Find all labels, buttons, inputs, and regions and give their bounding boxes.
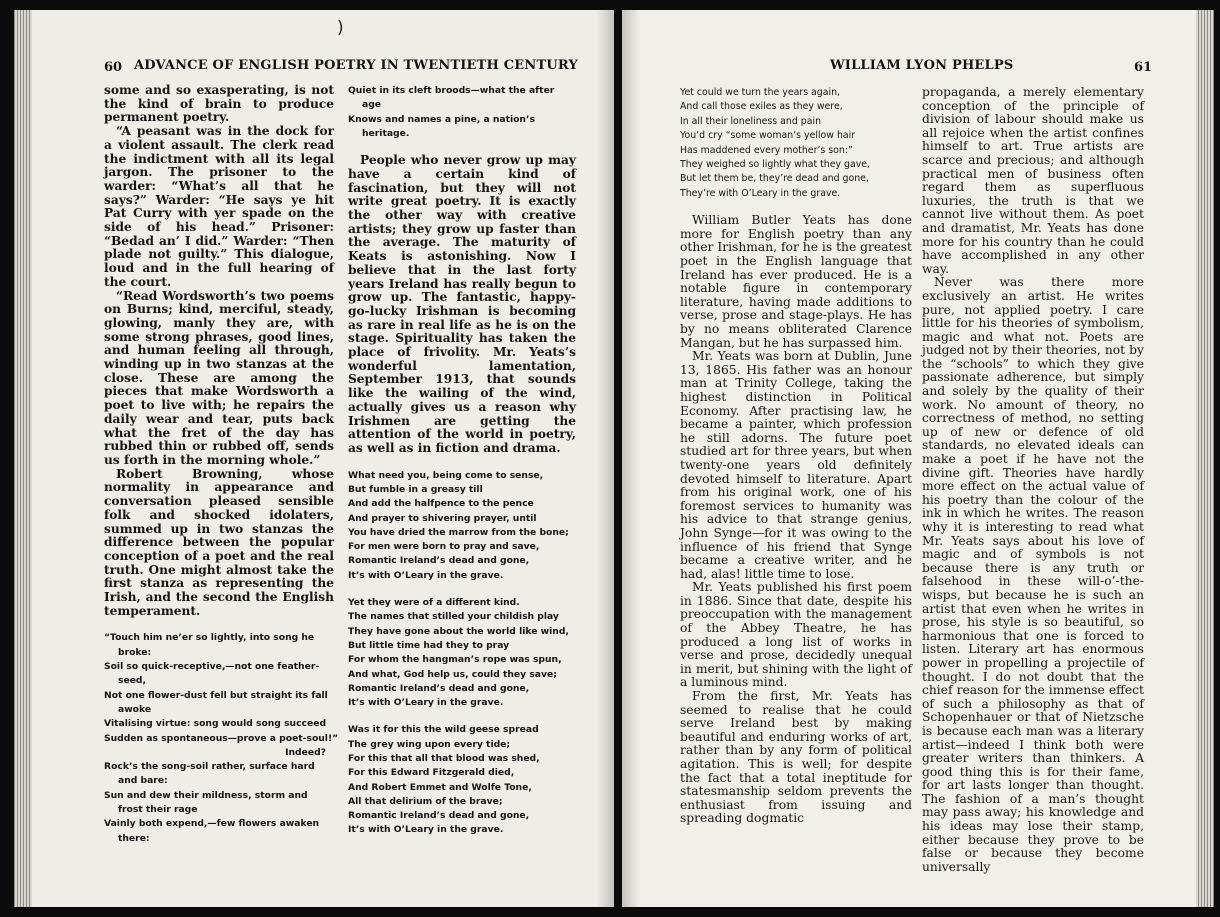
verse-line: You have dried the marrow from the bone; xyxy=(348,526,569,538)
september-1913-stanza-3 xyxy=(348,723,576,837)
verse-line: Vitalising virtue: song would song succeed xyxy=(104,718,327,730)
right-column-1 xyxy=(680,86,912,826)
browning-verse xyxy=(104,631,339,845)
paragraph: People who never grow up may have a certain kind of fascination, but they will not write great poetry. It is exactly the other way with creative artists; they grow up faster than the average. The maturity of Keats is astonishing. Now I believe that in the last forty years Ireland has really begun to grow up. The fantastic, happy-go-lucky Irishman is becoming as rare in real life as he is on the stage. Spirituality has taken the place of frivolity. Mr. Yeats’s wonderful lamentation, September 1913, that sounds like the wailing of the wind, actually gives us a reason why Irishmen are getting the attention of the world in poetry, as well as in fiction and drama. xyxy=(348,153,576,455)
verse-line: In all their loneliness and pain xyxy=(680,115,822,127)
verse-line: Knows and names a pine, a nation’s heritage. xyxy=(348,113,535,139)
paragraph: “A peasant was in the dock for a violent assault. The clerk read the indictment with all its legal jargon. The prisoner to the warder: “What’s all that he says?” Warder: “He says ye hit Pat Curry with yer spade on the side of his head.” Prisoner: “Bedad an’ I did.” Warder: “Then plade not guilty.” This dialogue, loud and in the full hearing of the court. xyxy=(104,124,334,289)
browning-verse-end xyxy=(348,84,576,141)
verse-line: But little time had they to pray xyxy=(348,639,510,651)
paragraph: Mr. Yeats was born at Dublin, June 13, 1865. His father was an honour man at Trinity College, taking the highest distinction in Political Economy. After practising law, he became a painter, which profession he still adorns. The future poet studied art for three years, but when twenty-one years old definitely devoted himself to literature. Apart from his original work, one of his foremost services to humanity was his advice to that strange genius, John Synge—for it was owing to the influence of his friend that Synge became a creative writer, and he had, alas! little time to lose. xyxy=(680,349,912,581)
paragraph: Never was there more exclusively an artist. He writes pure, not applied poetry. I care little for his theories of symbolism, magic and what not. Poets are judged not by their theories, not by the “schools” to which they give passionate adherence, but simply and solely by the quality of their work. No amount of theory, no correctness of method, no setting up of new or defence of old standards, no elevated ideals can make a poet if he have not the divine gift. Theories have hardly more effect on the actual value of his poetry than the colour of the ink in which he writes. The reason why it is interesting to read what Mr. Yeats says about his love of magic and of symbols is not because there is any truth or falsehood in these will-o’-the-wisps, but because he is such an artist that even when he writes in prose, his style is so beautiful, so harmonious that one is forced to listen. Literary art has enormous power in propelling a projectile of thought. I do not doubt that the chief reason for the immense effect of such a philosophy as that of Schopenhauer or that of Nietzsche is because each man was a literary artist—indeed I think both were greater writers than thinkers. A good thing this is for their fame, for art lasts longer than thought. The fashion of a man’s thought may pass away; his knowledge and his ideas may lose their stamp, either because they prove to be false or because they become universally xyxy=(922,275,1144,874)
verse-line: For men were born to pray and save, xyxy=(348,541,540,553)
verse-line: For this that all that blood was shed, xyxy=(348,753,540,764)
verse-line: Vainly both expend,—few flowers awaken there: xyxy=(104,818,320,844)
verse-line: But let them be, they’re dead and gone, xyxy=(680,173,869,185)
left-page xyxy=(14,10,614,907)
verse-line: Was it for this the wild geese spread xyxy=(348,724,539,736)
verse-line: For this Edward Fitzgerald died, xyxy=(348,767,515,779)
verse-line: And what, God help us, could they save; xyxy=(348,668,557,680)
gutter-shadow-right xyxy=(622,10,640,907)
verse-line: Quiet in its cleft broods—what the after age xyxy=(348,85,555,111)
verse-line: For whom the hangman’s rope was spun, xyxy=(348,654,562,666)
verse-line: The grey wing upon every tide; xyxy=(348,738,511,750)
verse-line: They’re with O’Leary in the grave. xyxy=(680,187,841,199)
gutter-shadow-left xyxy=(596,10,614,907)
verse-line: Indeed? xyxy=(285,746,326,758)
verse-line: What need you, being come to sense, xyxy=(348,469,544,481)
verse-line: The names that stilled your childish play xyxy=(348,611,559,623)
verse-line: Romantic Ireland’s dead and gone, xyxy=(348,810,530,822)
september-1913-stanza-4 xyxy=(680,86,912,201)
left-column-2 xyxy=(348,84,576,838)
verse-line: But fumble in a greasy till xyxy=(348,483,483,495)
verse-line: Not one flower-dust fell but straight its fall awoke xyxy=(104,689,328,715)
verse-line: It’s with O’Leary in the grave. xyxy=(348,697,504,709)
verse-line: And prayer to shivering prayer, until xyxy=(348,512,537,524)
page-edge-left xyxy=(14,10,32,907)
page-number-right: 61 xyxy=(1134,60,1153,75)
verse-line: Soil so quick-receptive,—not one feather-seed, xyxy=(104,661,320,687)
paragraph: Mr. Yeats published his first poem in 1886. Since that date, despite his preoccupation with the management of the Abbey Theatre, he has produced a long list of works in verse and prose, decidedly unequal in merit, but shining with the light of a luminous mind. xyxy=(680,580,912,690)
paragraph: propaganda, a merely elementary conception of the principle of division of labour should make us all rejoice when the artist confines himself to art. True artists are scarce and precious; and although practical men of business often regard them as superfluous luxuries, the truth is that we cannot live without them. As poet and dramatist, Mr. Yeats has done more for his country than he could have accomplished in any other way. xyxy=(922,85,1144,276)
verse-line: Rock’s the song-soil rather, surface hard and bare: xyxy=(104,761,315,787)
verse-line: And call those exiles as they were, xyxy=(680,101,843,113)
paragraph: From the first, Mr. Yeats has seemed to realise that he could serve Ireland best by making beautiful and enduring works of art, rather than by any form of political agitation. This is well; for despite the fact that a total ineptitude for statesmanship seldom prevents the enthusiast from issuing and spreading dogmatic xyxy=(680,689,912,826)
paragraph: “Read Wordsworth’s two poems on Burns; kind, merciful, steady, glowing, manly they are, with some strong phrases, good lines, and human feeling all through, winding up in two stanzas at the close. These are among the pieces that make Wordsworth a poet to live with; he repairs the daily wear and tear, puts back what the fret of the day has rubbed thin or rubbed off, sends us forth in the morning whole.” xyxy=(104,288,334,467)
paragraph: William Butler Yeats has done more for English poetry than any other Irishman, for he is the greatest poet in the English language that Ireland has ever produced. He is a notable figure in contemporary literature, having made additions to verse, prose and stage-plays. He has by no means obliterated Clarence Mangan, but he has surpassed him. xyxy=(680,213,912,350)
page-edge-right xyxy=(1196,10,1214,907)
verse-line: Romantic Ireland’s dead and gone, xyxy=(348,555,530,567)
verse-line: You’d cry “some woman’s yellow hair xyxy=(680,130,856,142)
september-1913-stanza-1 xyxy=(348,469,576,583)
pencil-mark: ) xyxy=(337,18,344,38)
verse-line: They weighed so lightly what they gave, xyxy=(680,159,871,171)
verse-line: Sudden as spontaneous—prove a poet-soul!” xyxy=(104,732,339,744)
left-column-1 xyxy=(104,83,339,846)
running-head-right: WILLIAM LYON PHELPS xyxy=(830,58,1014,73)
verse-line: Romantic Ireland’s dead and gone, xyxy=(348,682,530,694)
verse-line: They have gone about the world like wind, xyxy=(348,625,569,637)
september-1913-stanza-2 xyxy=(348,596,576,710)
verse-line: And Robert Emmet and Wolfe Tone, xyxy=(348,781,532,793)
right-column-2 xyxy=(922,86,1144,874)
right-page xyxy=(622,10,1214,907)
verse-line: And add the halfpence to the pence xyxy=(348,498,534,510)
running-head-left: ADVANCE OF ENGLISH POETRY IN TWENTIETH CENTURY xyxy=(134,58,578,73)
verse-line: All that delirium of the brave; xyxy=(348,795,503,807)
page-number-left: 60 xyxy=(104,60,123,75)
verse-line: Yet could we turn the years again, xyxy=(680,87,841,98)
verse-line: Has maddened every mother’s son:” xyxy=(680,144,853,156)
verse-line: It’s with O’Leary in the grave. xyxy=(348,824,504,836)
verse-line: It’s with O’Leary in the grave. xyxy=(348,569,504,581)
verse-line: Yet they were of a different kind. xyxy=(348,597,520,609)
paragraph: some and so exasperating, is not the kind of brain to produce permanent poetry. xyxy=(104,83,334,125)
verse-line: Sun and dew their mildness, storm and frost their rage xyxy=(104,789,308,815)
verse-line: “Touch him ne’er so lightly, into song he broke: xyxy=(104,632,315,658)
paragraph: Robert Browning, whose normality in appearance and conversation pleased sensible folk and shocked idolaters, summed up in two stanzas the difference between the popular conception of a poet and the real truth. One might almost take the first stanza as representing the Irish, and the second the English temperament. xyxy=(104,466,334,618)
